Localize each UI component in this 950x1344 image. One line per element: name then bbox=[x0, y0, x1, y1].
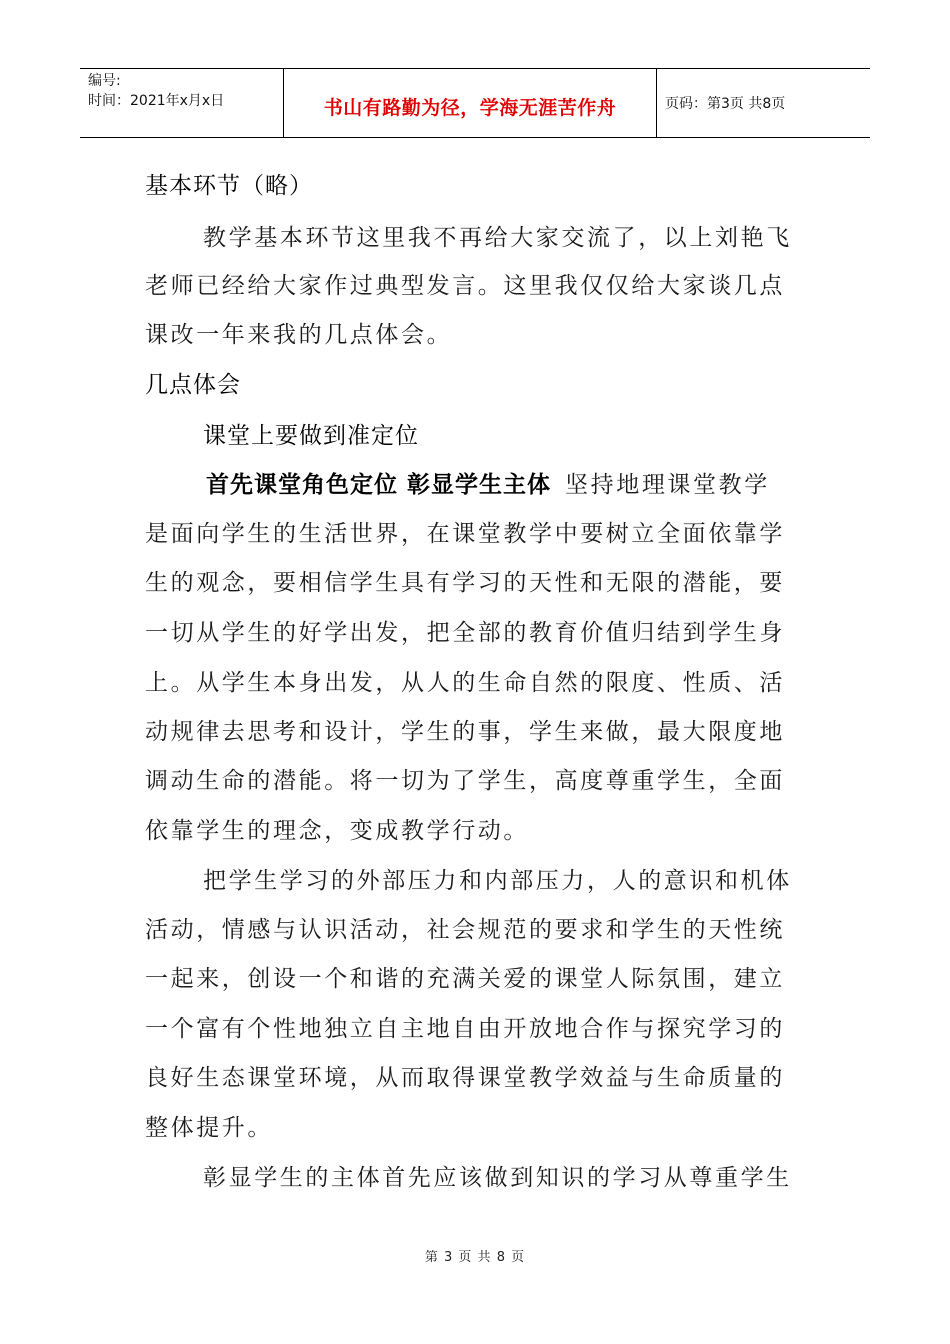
paragraph-line: 上。从学生本身出发，从人的生命自然的限度、性质、活 bbox=[145, 670, 785, 696]
heading-experience: 几点体会 bbox=[145, 372, 241, 398]
paragraph-line: 良好生态课堂环境，从而取得课堂教学效益与生命质量的 bbox=[145, 1065, 785, 1091]
paragraph-line: 是面向学生的生活世界，在课堂教学中要树立全面依靠学 bbox=[145, 521, 785, 547]
document-header bbox=[80, 68, 870, 138]
paragraph-line: 老师已经给大家作过典型发言。这里我仅仅给大家谈几点 bbox=[145, 273, 785, 299]
paragraph-line: 整体提升。 bbox=[145, 1115, 273, 1141]
page-footer: 第 3 页 共 8 页 bbox=[424, 1250, 526, 1265]
heading-basic-steps: 基本环节（略） bbox=[145, 173, 313, 199]
date-label: 时间：2021年x月x日 bbox=[88, 93, 225, 109]
bold-lead-phrase: 首先课堂角色定位 彰显学生主体 bbox=[206, 472, 552, 498]
paragraph-line: 教学基本环节这里我不再给大家交流了，以上刘艳飞 bbox=[203, 225, 792, 251]
motto-text: 书山有路勤为径，学海无涯苦作舟 bbox=[323, 97, 617, 119]
paragraph-line: 调动生命的潜能。将一切为了学生，高度尊重学生，全面 bbox=[145, 768, 785, 794]
paragraph-line: 依靠学生的理念，变成教学行动。 bbox=[145, 818, 529, 844]
paragraph-line: 彰显学生的主体首先应该做到知识的学习从尊重学生 bbox=[203, 1165, 792, 1191]
paragraph-line bbox=[206, 470, 770, 500]
subheading-positioning: 课堂上要做到准定位 bbox=[203, 423, 419, 449]
paragraph-line: 一起来，创设一个和谐的充满关爱的课堂人际氛围，建立 bbox=[145, 966, 785, 992]
paragraph-line: 一个富有个性地独立自主地自由开放地合作与探究学习的 bbox=[145, 1016, 785, 1042]
paragraph-line: 课改一年来我的几点体会。 bbox=[145, 322, 453, 348]
paragraph-line: 动规律去思考和设计，学生的事，学生来做，最大限度地 bbox=[145, 719, 785, 745]
header-info-cell bbox=[80, 69, 284, 137]
paragraph-line: 生的观念，要相信学生具有学习的天性和无限的潜能，要 bbox=[145, 570, 785, 596]
paragraph-line: 活动，情感与认识活动，社会规范的要求和学生的天性统 bbox=[145, 917, 785, 943]
paragraph-line-rest: 坚持地理课堂教学 bbox=[565, 472, 770, 498]
number-label: 编号: bbox=[88, 73, 121, 89]
page-info: 页码：第3页 共8页 bbox=[665, 96, 786, 112]
header-page-cell bbox=[657, 69, 870, 137]
paragraph-line: 把学生学习的外部压力和内部压力，人的意识和机体 bbox=[203, 868, 792, 894]
header-motto-cell bbox=[284, 69, 657, 137]
paragraph-line: 一切从学生的好学出发，把全部的教育价值归结到学生身 bbox=[145, 620, 785, 646]
